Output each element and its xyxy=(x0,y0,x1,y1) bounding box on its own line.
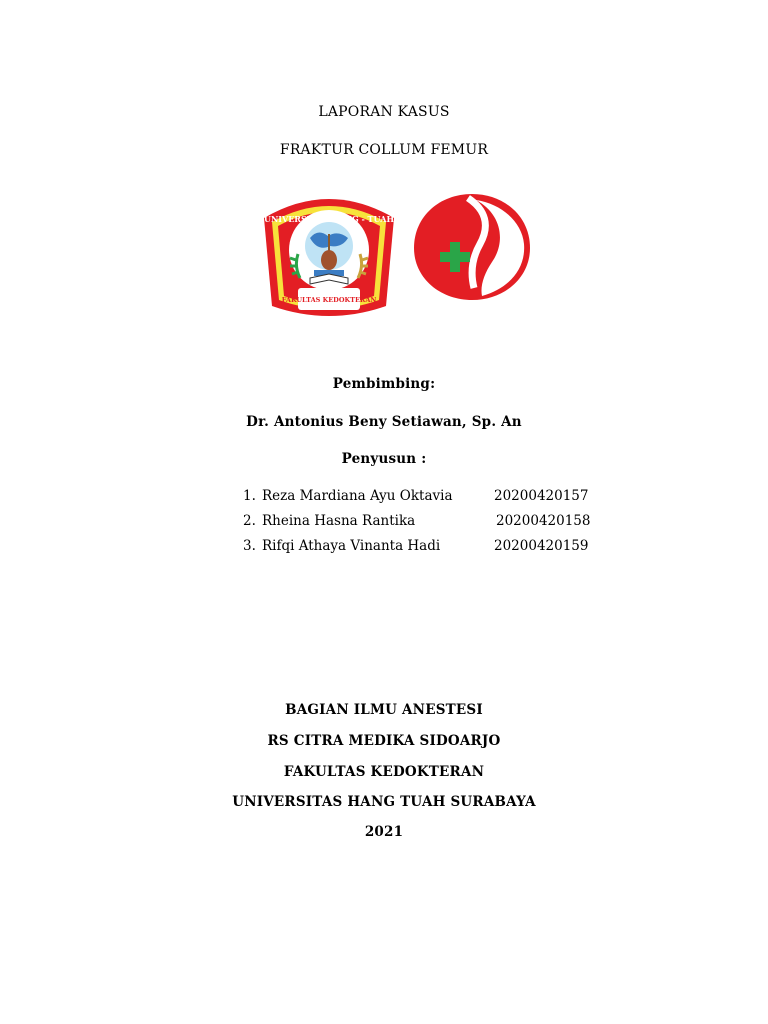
author-name: Reza Mardiana Ayu Oktavia xyxy=(262,488,453,504)
report-subtitle: FRAKTUR COLLUM FEMUR xyxy=(279,142,489,158)
supervisor-label: Pembimbing: xyxy=(332,376,436,392)
authors-label: Penyusun : xyxy=(341,451,427,467)
university-logo-icon xyxy=(258,188,400,320)
hospital-name: RS CITRA MEDIKA SIDOARJO xyxy=(267,733,501,749)
author-number: 3. xyxy=(243,538,256,554)
logos-row xyxy=(0,188,768,323)
supervisor-name: Dr. Antonius Beny Setiawan, Sp. An xyxy=(246,414,522,430)
author-id: 20200420157 xyxy=(494,488,589,504)
university-logo-top-text: UNIVERSITAS HANG - TUAH xyxy=(263,214,395,224)
author-number: 2. xyxy=(243,513,256,529)
report-title: LAPORAN KASUS xyxy=(318,104,450,120)
author-id: 20200420159 xyxy=(494,538,589,554)
author-id: 20200420158 xyxy=(496,513,591,529)
red-cross-logo-icon xyxy=(410,192,534,302)
report-year: 2021 xyxy=(364,824,404,840)
author-name: Rifqi Athaya Vinanta Hadi xyxy=(262,538,441,554)
author-number: 1. xyxy=(243,488,256,504)
department-name: BAGIAN ILMU ANESTESI xyxy=(285,702,483,718)
university-logo-bottom-text: FAKULTAS KEDOKTERAN xyxy=(281,296,377,304)
author-name: Rheina Hasna Rantika xyxy=(262,513,416,529)
faculty-name: FAKULTAS KEDOKTERAN xyxy=(283,764,485,780)
university-name: UNIVERSITAS HANG TUAH SURABAYA xyxy=(232,794,536,810)
